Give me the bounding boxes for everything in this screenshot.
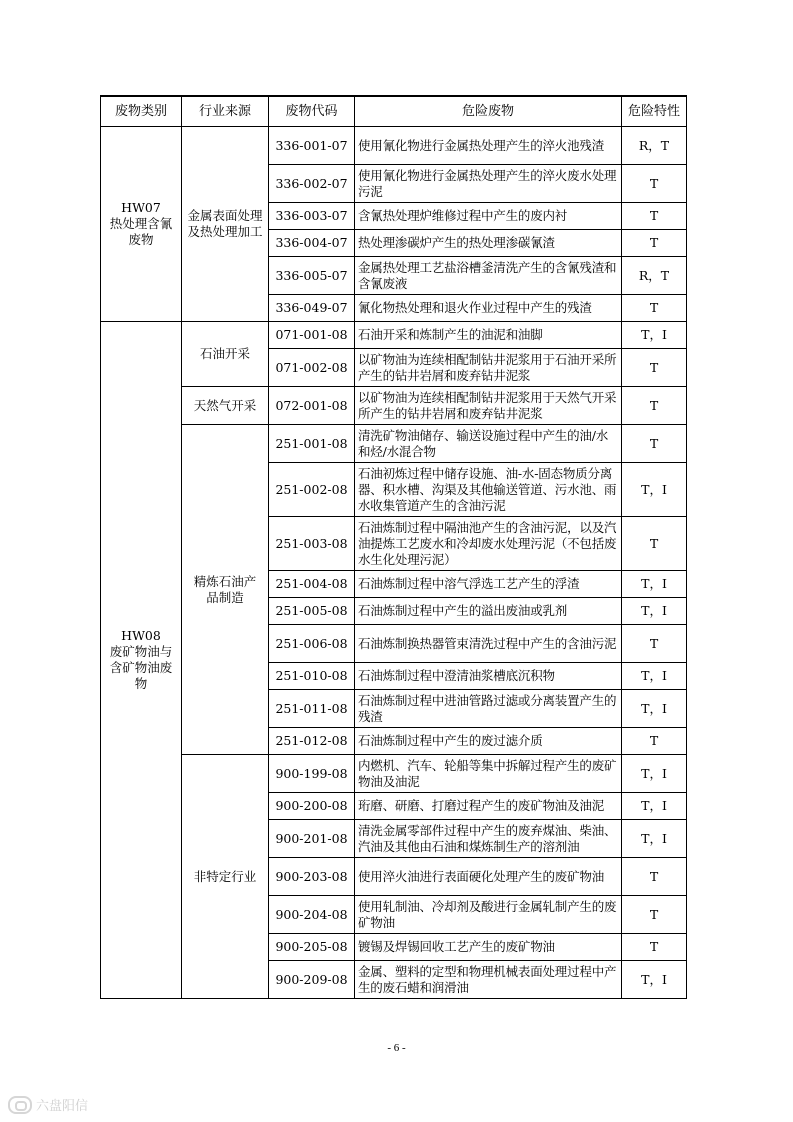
waste-description: 含氰热处理炉维修过程中产生的废内衬 [355,203,622,230]
waste-code: 336-003-07 [269,203,355,230]
hazard-property: T，I [622,571,687,598]
hazard-property: T，I [622,690,687,728]
watermark-text: 六盘阳信 [36,1099,89,1114]
table-row [101,755,687,793]
waste-description: 热处理渗碳炉产生的热处理渗碳氰渣 [355,230,622,257]
waste-code: 336-002-07 [269,165,355,203]
waste-description: 石油炼制过程中产生的废过滤介质 [355,728,622,755]
waste-description: 石油炼制过程中澄清油浆槽底沉积物 [355,663,622,690]
waste-description: 石油炼制过程中隔油池产生的含油污泥，以及汽油提炼工艺废水和冷却废水处理污泥（不包括废水生化处理污泥） [355,517,622,571]
watermark [8,1095,88,1114]
waste-code: 251-006-08 [269,625,355,663]
source-cell-gas-extraction: 天然气开采 [182,387,269,425]
waste-code: 251-001-08 [269,425,355,463]
waste-code: 900-203-08 [269,858,355,896]
waste-code: 251-004-08 [269,571,355,598]
waste-description: 石油开采和炼制产生的油泥和油脚 [355,322,622,349]
hazard-property: T [622,230,687,257]
waste-code: 251-011-08 [269,690,355,728]
hazard-property: T [622,517,687,571]
waste-code: 900-204-08 [269,896,355,934]
waste-code: 071-002-08 [269,349,355,387]
waste-description: 清洗矿物油储存、输送设施过程中产生的油/水和烃/水混合物 [355,425,622,463]
hazard-property: T [622,728,687,755]
waste-code: 336-001-07 [269,127,355,165]
waste-description: 使用淬火油进行表面硬化处理产生的废矿物油 [355,858,622,896]
hazard-property: T，I [622,463,687,517]
waste-description: 使用氰化物进行金属热处理产生的淬火池残渣 [355,127,622,165]
waste-code: 251-012-08 [269,728,355,755]
hazardous-waste-table [100,95,687,999]
hazard-property: T [622,165,687,203]
waste-code: 251-002-08 [269,463,355,517]
hazard-property: T [622,858,687,896]
hazard-property: T，I [622,755,687,793]
hazard-property: R，T [622,127,687,165]
hazard-property: T [622,387,687,425]
header-source: 行业来源 [182,96,269,127]
waste-description: 以矿物油为连续相配制钻井泥浆用于石油开采所产生的钻井岩屑和废弃钻井泥浆 [355,349,622,387]
waste-description: 内燃机、汽车、轮船等集中拆解过程产生的废矿物油及油泥 [355,755,622,793]
waste-code: 900-209-08 [269,961,355,999]
waste-code: 336-049-07 [269,295,355,322]
source-cell-nonspecific: 非特定行业 [182,755,269,999]
hazard-property: T，I [622,663,687,690]
hazard-property: T [622,425,687,463]
header-category: 废物类别 [101,96,182,127]
waste-code: 900-205-08 [269,934,355,961]
waste-description: 石油初炼过程中储存设施、油-水-固态物质分离器、积水槽、沟渠及其他输送管道、污水池、雨水收集管道产生的含油污泥 [355,463,622,517]
waste-code: 251-010-08 [269,663,355,690]
waste-description: 石油炼制过程中溶气浮选工艺产生的浮渣 [355,571,622,598]
waste-description: 使用氰化物进行金属热处理产生的淬火废水处理污泥 [355,165,622,203]
waste-description: 氰化物热处理和退火作业过程中产生的残渣 [355,295,622,322]
waste-code: 251-003-08 [269,517,355,571]
waste-description: 珩磨、研磨、打磨过程产生的废矿物油及油泥 [355,793,622,820]
source-cell-refining: 精炼石油产品制造 [182,425,269,755]
category-cell-hw08 [101,322,182,999]
waste-code: 071-001-08 [269,322,355,349]
table-row [101,425,687,463]
hazard-property: T [622,625,687,663]
waste-description: 以矿物油为连续相配制钻井泥浆用于天然气开采所产生的钻井岩屑和废弃钻井泥浆 [355,387,622,425]
waste-description: 使用轧制油、冷却剂及酸进行金属轧制产生的废矿物油 [355,896,622,934]
header-property: 危险特性 [622,96,687,127]
source-cell-oil-extraction: 石油开采 [182,322,269,387]
waste-code: 900-201-08 [269,820,355,858]
table-header-row [101,96,687,127]
waste-description: 清洗金属零部件过程中产生的废弃煤油、柴油、汽油及其他由石油和煤炼制生产的溶剂油 [355,820,622,858]
header-code: 废物代码 [269,96,355,127]
waste-description: 石油炼制过程中进油管路过滤或分离装置产生的残渣 [355,690,622,728]
table-row [101,387,687,425]
hazard-property: T [622,896,687,934]
hazard-property: R，T [622,257,687,295]
hazard-property: T，I [622,820,687,858]
waste-code: 900-200-08 [269,793,355,820]
waste-description: 石油炼制过程中产生的溢出废油或乳剂 [355,598,622,625]
hazard-property: T，I [622,961,687,999]
category-cell-hw07 [101,127,182,322]
watermark-logo-icon [8,1096,32,1114]
category-code: HW07 [121,200,161,215]
page-number: - 6 - [387,1042,406,1054]
table-row [101,322,687,349]
category-code: HW08 [121,628,161,643]
hazard-property: T [622,295,687,322]
waste-description: 金属、塑料的定型和物理机械表面处理过程中产生的废石蜡和润滑油 [355,961,622,999]
source-cell-metal: 金属表面处理及热处理加工 [182,127,269,322]
hazard-property: T，I [622,793,687,820]
table-row [101,127,687,165]
waste-description: 石油炼制换热器管束清洗过程中产生的含油污泥 [355,625,622,663]
waste-code: 251-005-08 [269,598,355,625]
hazard-property: T，I [622,322,687,349]
hazard-property: T [622,934,687,961]
hazard-property: T [622,203,687,230]
category-name: 热处理含氰废物 [109,216,173,247]
hazard-property: T，I [622,598,687,625]
waste-code: 072-001-08 [269,387,355,425]
waste-code: 336-005-07 [269,257,355,295]
header-waste: 危险废物 [355,96,622,127]
category-name: 废矿物油与含矿物油废物 [109,644,173,691]
waste-code: 900-199-08 [269,755,355,793]
waste-description: 金属热处理工艺盐浴槽釜清洗产生的含氰残渣和含氰废液 [355,257,622,295]
waste-code: 336-004-07 [269,230,355,257]
waste-description: 镀锡及焊锡回收工艺产生的废矿物油 [355,934,622,961]
hazard-property: T [622,349,687,387]
